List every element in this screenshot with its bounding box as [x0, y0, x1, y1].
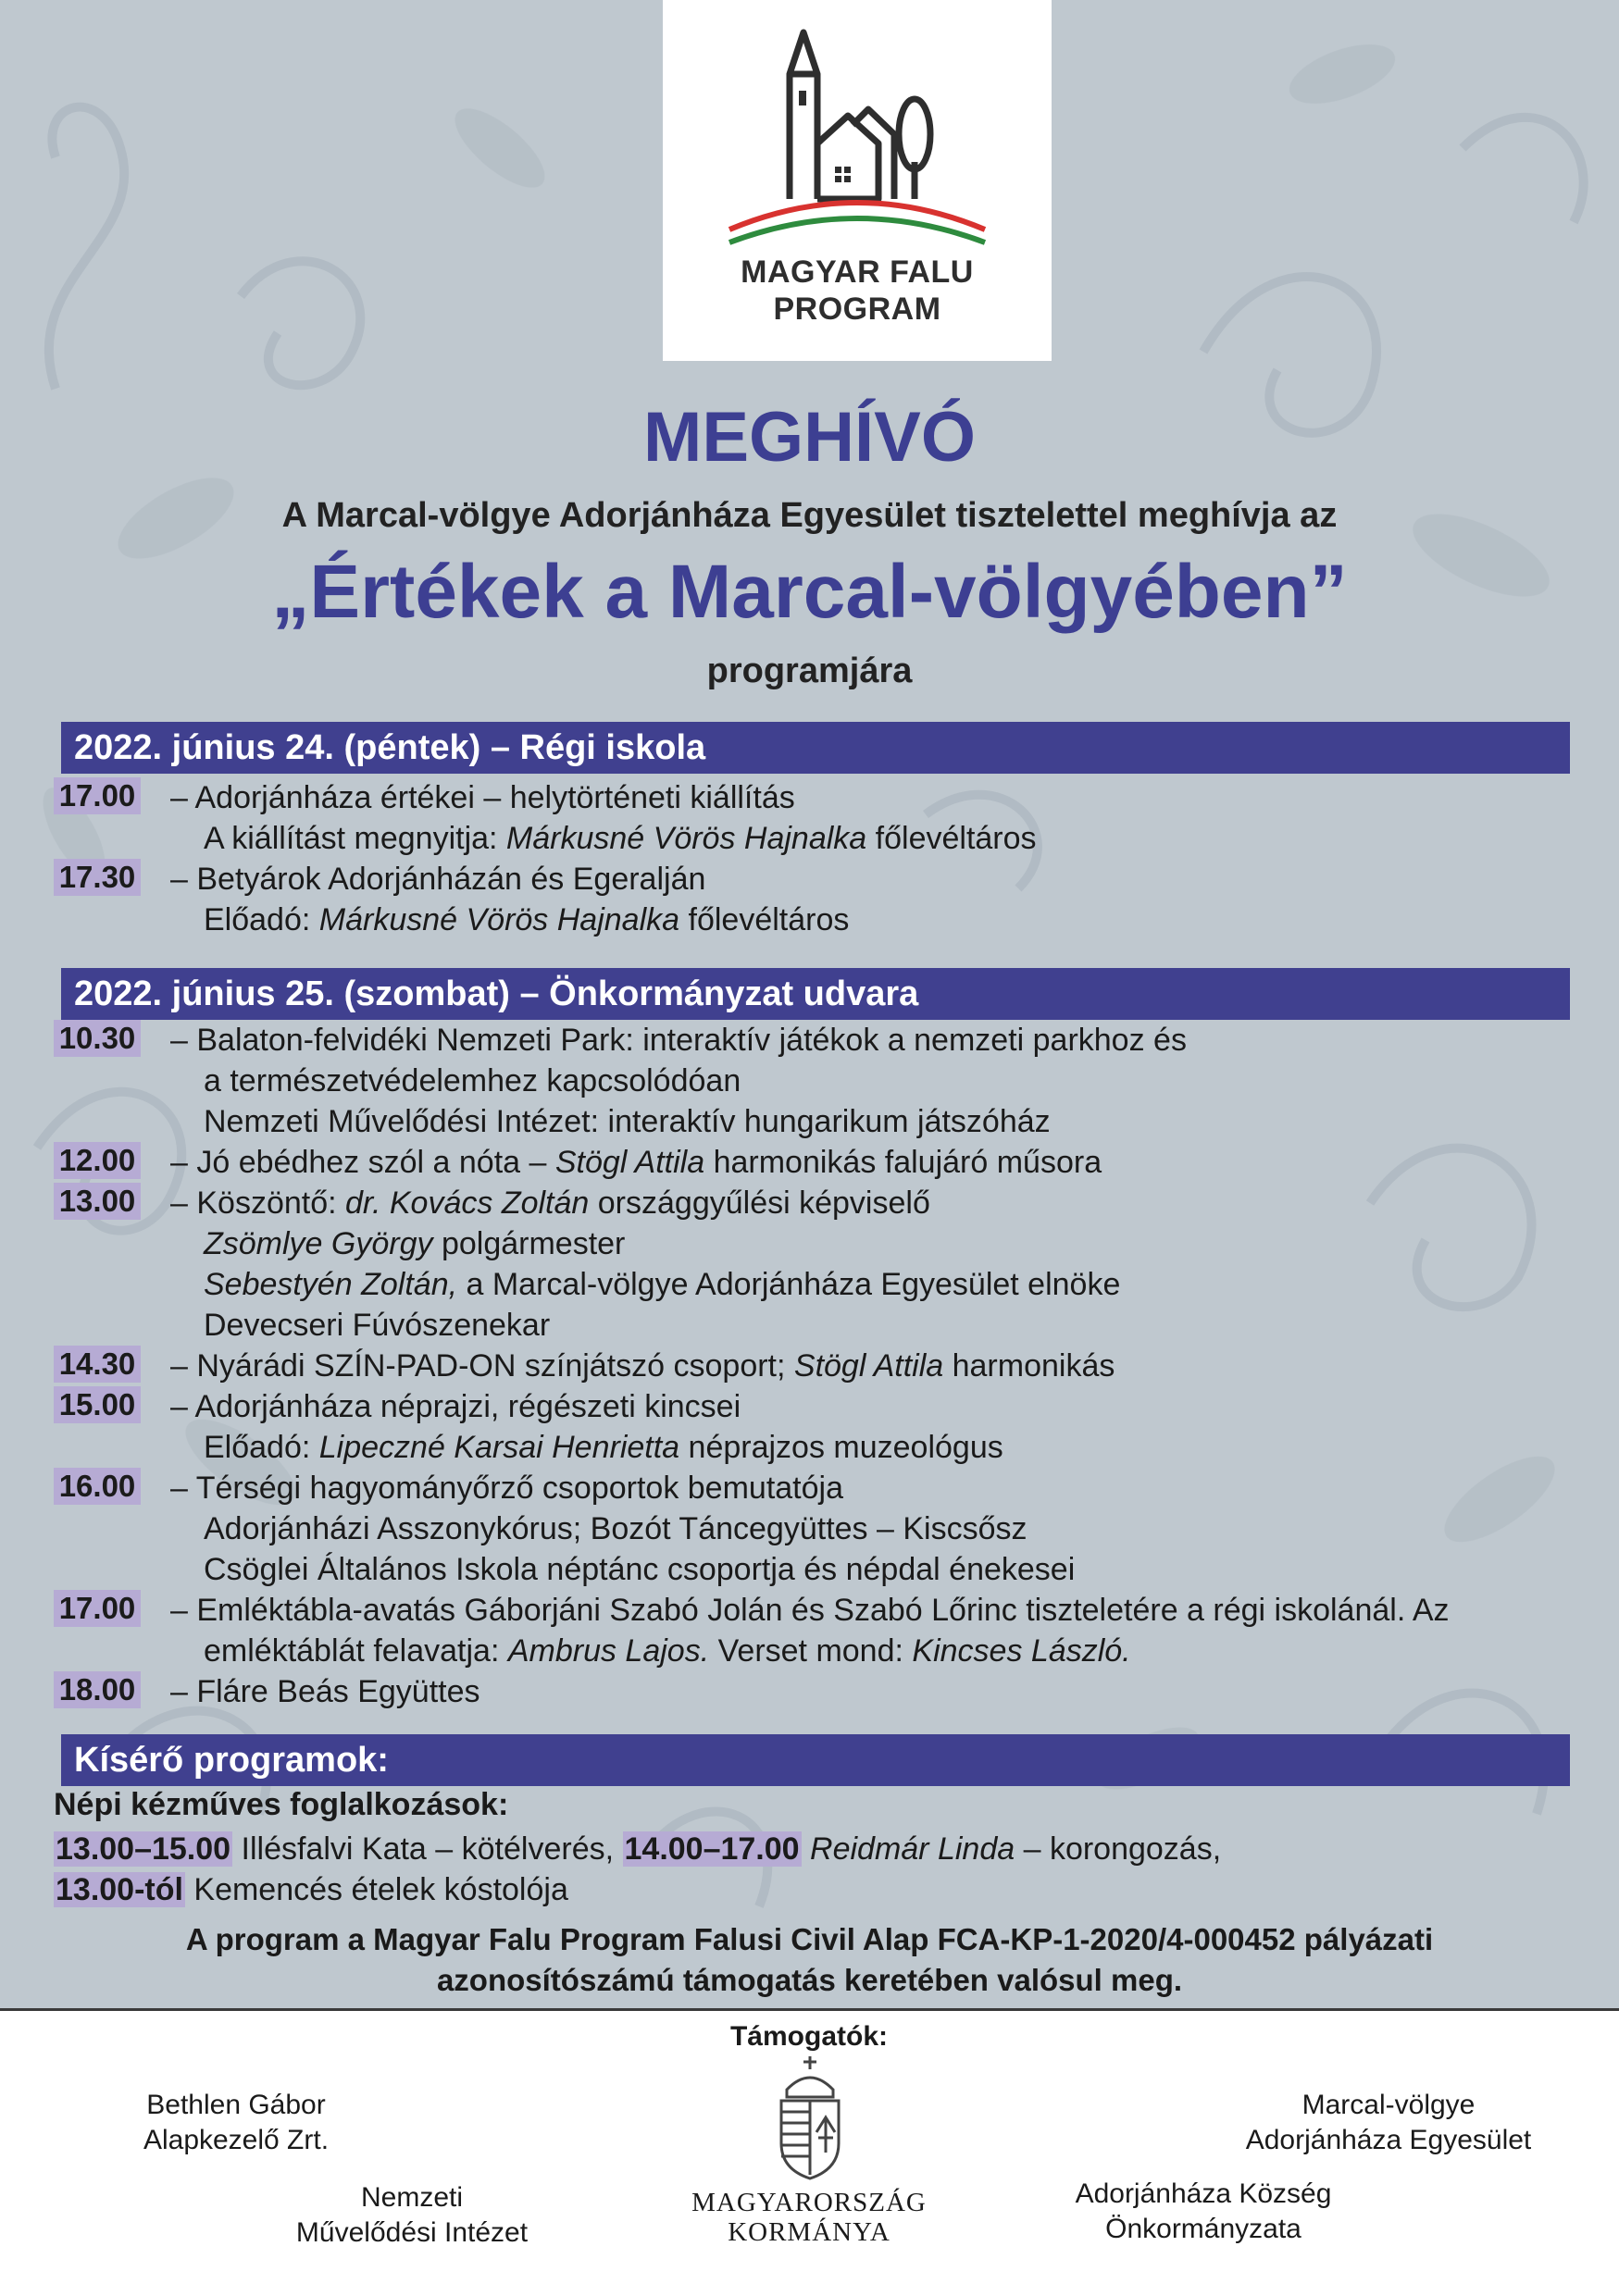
schedule-item — [54, 777, 1572, 859]
schedule-text: – Emléktábla-avatás Gáborjáni Szabó Jolán és Szabó Lőrinc tiszteletére a régi iskolánál. Az — [170, 1593, 1450, 1628]
detail-suffix: főlevéltáros — [679, 902, 850, 937]
government-line: MAGYARORSZÁG — [691, 2188, 927, 2217]
schedule-time: 15.00 — [54, 1386, 141, 1423]
schedule-detail: Adorjánházi Asszonykórus; Bozót Táncegyüttes – Kiscsősz — [204, 1511, 1027, 1546]
schedule-item — [54, 1142, 1572, 1183]
text-part: Verset mond: — [709, 1633, 913, 1669]
person-name: Márkusné Vörös Hajnalka — [318, 902, 680, 937]
supporter-line: Önkormányzata — [1105, 2214, 1301, 2244]
schedule-time: 14.30 — [54, 1346, 141, 1383]
schedule-time: 13.00 — [54, 1183, 141, 1220]
person-name: Sebestyén Zoltán, — [204, 1267, 458, 1302]
schedule-text — [170, 1142, 1572, 1183]
event-title: „Értékek a Marcal-völgyében” — [271, 550, 1348, 634]
schedule-text: – Balaton-felvidéki Nemzeti Park: interaktív játékok a nemzeti parkhoz és — [170, 1023, 1187, 1058]
person-name: Zsömlye György — [204, 1226, 433, 1261]
schedule-item — [54, 1590, 1572, 1671]
schedule-text: – Fláre Beás Együttes — [170, 1674, 480, 1709]
supporter-egyesulet — [1203, 2088, 1574, 2158]
government-line: KORMÁNYA — [728, 2217, 890, 2247]
supporter-line: Adorjánháza Egyesület — [1245, 2125, 1532, 2155]
supporter-onkormanyzat — [1018, 2177, 1389, 2247]
text-part: emléktáblát felavatja: — [204, 1633, 508, 1669]
schedule-detail — [170, 818, 1572, 859]
supporter-line: Adorjánháza Község — [1075, 2178, 1332, 2209]
craft-text: – korongozás, — [1015, 1831, 1222, 1867]
schedule-time: 10.30 — [54, 1020, 141, 1057]
supporter-nmi — [250, 2180, 574, 2251]
text-part: néprajzos muzeológus — [679, 1430, 1003, 1465]
page-title: MEGHÍVÓ — [643, 398, 976, 477]
government-logo-text — [670, 2188, 948, 2247]
schedule-item — [54, 859, 1572, 940]
schedule-detail — [170, 1427, 1572, 1468]
schedule-detail: Csöglei Általános Iskola néptánc csoportja és népdal énekesei — [204, 1552, 1076, 1587]
programjara-label: programjára — [706, 652, 913, 690]
supporter-line: Alapkezelő Zrt. — [143, 2125, 330, 2155]
day2-heading: 2022. június 25. (szombat) – Önkormányzat udvara — [61, 968, 1570, 1020]
person-name: Reidmár Linda — [801, 1831, 1015, 1867]
crafts-line-2 — [54, 1869, 568, 1910]
schedule-detail: Nemzeti Művelődési Intézet: interaktív hungarikum játszóház — [204, 1104, 1051, 1139]
schedule-item — [54, 1671, 1572, 1712]
schedule-detail: a természetvédelemhez kapcsolódóan — [204, 1063, 741, 1098]
text-part: polgármester — [432, 1226, 626, 1261]
schedule-detail — [170, 1223, 1572, 1264]
schedule-time: 17.00 — [54, 777, 141, 814]
text-part: – Köszöntő: — [170, 1185, 346, 1221]
schedule-text: – Betyárok Adorjánházán és Egeralján — [170, 862, 706, 897]
schedule-time: 16.00 — [54, 1468, 141, 1505]
craft-time: 13.00–15.00 — [56, 1831, 231, 1867]
magyar-falu-program-logo — [663, 0, 1052, 361]
schedule-text — [170, 1346, 1572, 1386]
schedule-time: 17.00 — [54, 1590, 141, 1627]
crafts-line-1 — [54, 1829, 1221, 1869]
person-name: Kincses László. — [912, 1633, 1131, 1669]
schedule-item — [54, 1386, 1572, 1468]
side-programs-heading: Kísérő programok: — [61, 1734, 1570, 1786]
person-name: dr. Kovács Zoltán — [345, 1185, 590, 1221]
supporter-line: Művelődési Intézet — [295, 2217, 529, 2248]
detail-prefix: A kiállítást megnyitja: — [204, 821, 506, 856]
text-part: harmonikás — [943, 1348, 1115, 1384]
crafts-subheading: Népi kézműves foglalkozások: — [54, 1787, 509, 1822]
invitation-subtitle: A Marcal-völgye Adorjánháza Egyesület tisztelettel meghívja az — [281, 496, 1338, 535]
craft-time: 14.00–17.00 — [624, 1831, 800, 1867]
schedule-text: – Térségi hagyományőrző csoportok bemutatója — [170, 1471, 843, 1506]
text-part: – Nyárádi SZÍN-PAD-ON színjátszó csoport; — [170, 1348, 794, 1384]
schedule-text — [170, 1183, 1572, 1223]
supporter-line: Bethlen Gábor — [146, 2090, 326, 2120]
person-name: Stögl Attila — [554, 1145, 705, 1180]
schedule-item — [54, 1183, 1572, 1346]
person-name: Stögl Attila — [793, 1348, 944, 1384]
person-name: Márkusné Vörös Hajnalka — [505, 821, 867, 856]
day2-schedule — [54, 1020, 1572, 1712]
funding-line-1: A program a Magyar Falu Program Falusi Civil Alap FCA-KP-1-2020/4-000452 pályázati — [185, 1922, 1434, 1956]
craft-text: Illésfalvi Kata – kötélverés, — [232, 1831, 623, 1867]
schedule-time: 12.00 — [54, 1142, 141, 1179]
schedule-text: – Adorjánháza értékei – helytörténeti kiállítás — [170, 780, 795, 815]
text-part: – Jó ebédhez szól a nóta – — [170, 1145, 555, 1180]
supporter-bethlen — [74, 2088, 398, 2158]
person-name: Lipeczné Karsai Henrietta — [318, 1430, 680, 1465]
craft-text: Kemencés ételek kóstolója — [184, 1872, 568, 1907]
schedule-detail — [170, 1264, 1572, 1305]
supporter-line: Nemzeti — [360, 2182, 464, 2213]
text-part: harmonikás falujáró műsora — [704, 1145, 1102, 1180]
coat-of-arms-icon — [768, 2053, 852, 2182]
supporter-line: Marcal-völgye — [1301, 2090, 1476, 2120]
schedule-detail — [170, 1631, 1572, 1671]
schedule-time: 17.30 — [54, 859, 141, 896]
logo-line-1: MAGYAR FALU — [741, 254, 974, 290]
text-part: a Marcal-völgye Adorjánháza Egyesület elnöke — [457, 1267, 1121, 1302]
schedule-detail: Devecseri Fúvószenekar — [204, 1308, 551, 1343]
divider — [0, 2008, 1619, 2011]
day1-schedule — [54, 777, 1572, 940]
logo-line-2: PROGRAM — [773, 292, 941, 327]
detail-prefix: Előadó: — [204, 902, 319, 937]
funding-line-2: azonosítószámú támogatás keretében valósul meg. — [436, 1963, 1183, 1997]
text-part: Előadó: — [204, 1430, 319, 1465]
detail-suffix: főlevéltáros — [866, 821, 1037, 856]
schedule-item — [54, 1468, 1572, 1590]
text-part: országgyűlési képviselő — [589, 1185, 930, 1221]
schedule-item — [54, 1020, 1572, 1142]
schedule-time: 18.00 — [54, 1671, 141, 1708]
craft-time: 13.00-tól — [56, 1872, 183, 1907]
day1-heading: 2022. június 24. (péntek) – Régi iskola — [61, 722, 1570, 774]
person-name: Ambrus Lajos. — [507, 1633, 710, 1669]
supporters-label: Támogatók: — [729, 2021, 888, 2052]
schedule-text: – Adorjánháza néprajzi, régészeti kincsei — [170, 1389, 741, 1424]
schedule-item — [54, 1346, 1572, 1386]
schedule-detail — [170, 900, 1572, 940]
